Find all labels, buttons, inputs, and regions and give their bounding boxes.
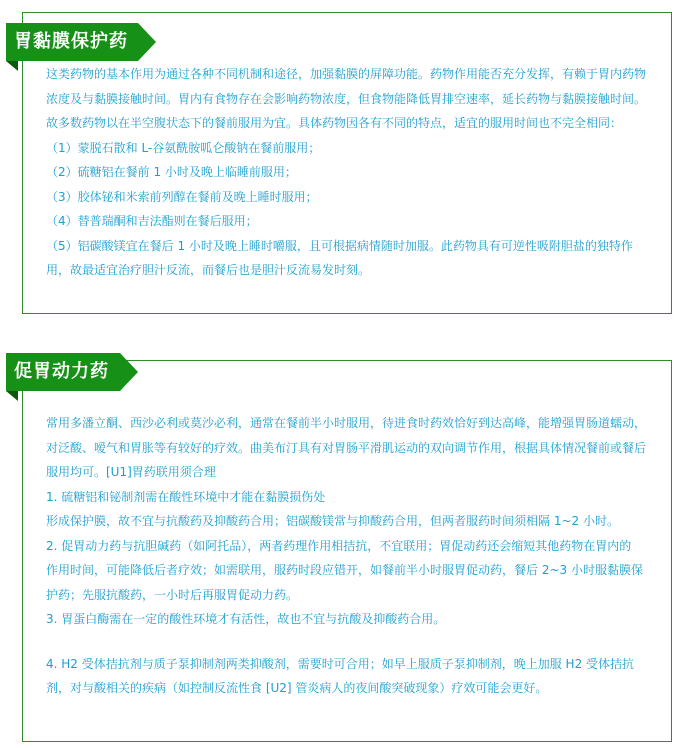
list-item: 4. H2 受体拮抗剂与质子泵抑制剂两类抑酸剂，需要时可合用；如早上服质子泵抑制剂，晚上加服 H2 受体拮抗: [46, 656, 635, 671]
section-body: [46, 62, 654, 283]
list-item: （4）替普瑞酮和吉法酯则在餐后服用；: [46, 214, 258, 228]
paragraph-line: 浓度及与黏膜接触时间。胃内有食物存在会影响药物浓度，但食物能降低胃排空速率，延长药物与黏膜接触时间。: [46, 91, 647, 106]
list-item: 作用时间，可能降低后者疗效；如需联用，服药时段应错开，如餐前半小时服胃促动药，餐后 2~3 小时服黏膜保: [46, 563, 643, 577]
list-item: 剂，对与酸相关的疾病（如控制反流性食 [U2] 管炎病人的夜间酸突破现象）疗效可能会更好。: [46, 681, 548, 695]
spacer: [46, 632, 654, 652]
list-item: 用，故最适宜治疗胆汁反流，而餐后也是胆汁反流易发时刻。: [46, 263, 371, 277]
section-title: 促胃动力药: [14, 361, 109, 382]
list-item: 3. 胃蛋白酶需在一定的酸性环境才有活性，故也不宜与抗酸及抑酸药合用。: [46, 612, 446, 626]
list-item: 护药；先服抗酸药，一小时后再服胃促动力药。: [46, 587, 299, 602]
list-item: （2）硫糖铝在餐前 1 小时及晚上临睡前服用；: [46, 165, 297, 179]
paragraph-line: 常用多潘立酮、西沙必利或莫沙必利，通常在餐前半小时服用，待进食时药效恰好到达高峰，能增强胃肠道蠕动，: [46, 416, 647, 430]
paragraph-line: 故多数药物以在半空腹状态下的餐前服用为宜。具体药物因各有不同的特点，适宜的服用时间也不完全相同：: [46, 116, 623, 130]
list-item: （5）铝碳酸镁宜在餐后 1 小时及晚上睡时嚼服，且可根据病情随时加服。此药物具有可逆性吸附胆盐的独特作: [46, 238, 633, 253]
list-item: 形成保护膜，故不宜与抗酸药及抑酸药合用；铝碳酸镁常与抑酸药合用，但两者服药时间须相隔 1~2 小时。: [46, 514, 619, 528]
section-body: [46, 411, 654, 701]
section-title: 胃黏膜保护药: [14, 31, 128, 52]
section-title-tab: [6, 23, 138, 61]
paragraph-line: 对泛酸、嗳气和胃胀等有较好的疗效。曲美布汀具有对胃肠平滑肌运动的双向调节作用，根据具体情况餐前或餐后: [46, 440, 647, 455]
list-item: 2. 促胃动力药与抗胆碱药（如阿托品），两者药理作用相拮抗，不宜联用；胃促动药还会缩短其他药物在胃内的: [46, 538, 632, 553]
list-item: 1. 硫糖铝和铋制剂需在酸性环境中才能在黏膜损伤处: [46, 489, 326, 504]
list-item: （3）胶体铋和米索前列醇在餐前及晚上睡时服用；: [46, 189, 318, 204]
section-title-tab: [6, 353, 120, 391]
list-item: （1）蒙脱石散和 L-谷氨酰胺呱仑酸钠在餐前服用；: [46, 140, 321, 155]
paragraph-line: 服用均可。[U1]胃药联用须合理: [46, 465, 216, 479]
paragraph-line: 这类药物的基本作用为通过各种不同机制和途径，加强黏膜的屏障功能。药物作用能否充分发挥，有赖于胃内药物: [46, 67, 647, 81]
